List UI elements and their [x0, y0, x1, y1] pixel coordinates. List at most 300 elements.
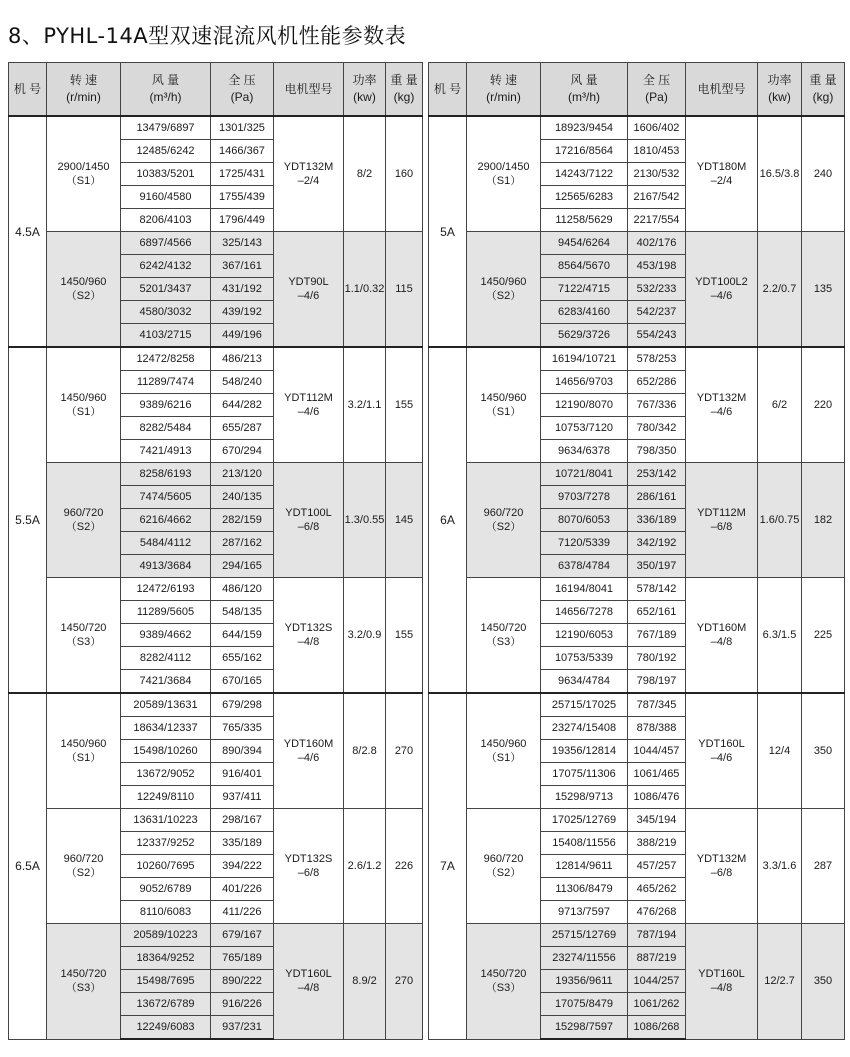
- pressure-cell: 644/159: [211, 624, 274, 647]
- table-row: [429, 924, 845, 947]
- header-airflow-sub: (m³/h): [568, 90, 600, 104]
- header-row: [9, 63, 423, 117]
- speed-cell: [467, 463, 541, 578]
- speed-cell: [47, 232, 121, 348]
- speed-sub: （S3）: [65, 982, 102, 995]
- motor-sub: –2/4: [297, 175, 320, 187]
- airflow-cell: 19356/12814: [541, 740, 628, 763]
- header-airflow-main: 风 量: [570, 73, 598, 87]
- page-title: 8、PYHL-14A型双速混流风机性能参数表: [8, 24, 407, 48]
- speed-cell: [467, 693, 541, 809]
- right-table-header: [429, 63, 845, 117]
- pressure-cell: 2130/532: [628, 163, 686, 186]
- weight-cell: 226: [386, 809, 423, 924]
- motor-cell: [274, 924, 344, 1040]
- motor-sub: –4/6: [297, 290, 320, 302]
- pressure-cell: 342/192: [628, 532, 686, 555]
- pressure-cell: 890/222: [211, 970, 274, 993]
- airflow-cell: 15408/11556: [541, 832, 628, 855]
- airflow-cell: 6897/4566: [121, 232, 211, 255]
- airflow-cell: 10753/5339: [541, 647, 628, 670]
- motor-main: YDT160L: [285, 968, 332, 981]
- pressure-cell: 878/388: [628, 717, 686, 740]
- airflow-cell: 6378/4784: [541, 555, 628, 578]
- airflow-cell: 12337/9252: [121, 832, 211, 855]
- pressure-cell: 670/294: [211, 440, 274, 463]
- table-row: [9, 924, 423, 947]
- power-cell: 1.6/0.75: [758, 463, 802, 578]
- model-cell: 5.5A: [9, 347, 47, 693]
- speed-main: 1450/960: [60, 276, 107, 288]
- pressure-cell: 1044/257: [628, 970, 686, 993]
- pressure-cell: 439/192: [211, 301, 274, 324]
- pressure-cell: 1466/367: [211, 140, 274, 163]
- motor-sub: –4/8: [297, 636, 320, 648]
- power-cell: 8.9/2: [344, 924, 386, 1040]
- airflow-cell: 12249/6083: [121, 1016, 211, 1040]
- weight-cell: 182: [802, 463, 845, 578]
- airflow-cell: 25715/12769: [541, 924, 628, 947]
- pressure-cell: 679/167: [211, 924, 274, 947]
- pressure-cell: 1755/439: [211, 186, 274, 209]
- airflow-cell: 9703/7278: [541, 486, 628, 509]
- speed-main: 2900/1450: [477, 161, 530, 173]
- speed-cell: [467, 347, 541, 463]
- pressure-cell: 213/120: [211, 463, 274, 486]
- table-row: [9, 809, 423, 832]
- motor-main: YDT180M: [696, 161, 747, 173]
- pressure-cell: 765/189: [211, 947, 274, 970]
- motor-sub: –4/6: [710, 752, 733, 764]
- airflow-cell: 9052/6789: [121, 878, 211, 901]
- speed-sub: （S2）: [65, 290, 102, 302]
- speed-cell: [47, 924, 121, 1040]
- airflow-cell: 11289/5605: [121, 601, 211, 624]
- table-row: [429, 116, 845, 140]
- airflow-cell: 9389/4662: [121, 624, 211, 647]
- speed-main: 960/720: [483, 507, 524, 519]
- speed-main: 960/720: [63, 853, 104, 865]
- speed-main: 1450/960: [480, 276, 527, 288]
- table-row: [429, 578, 845, 601]
- airflow-cell: 6216/4662: [121, 509, 211, 532]
- pressure-cell: 1810/453: [628, 140, 686, 163]
- header-power: [344, 63, 386, 117]
- power-cell: 3.3/1.6: [758, 809, 802, 924]
- pressure-cell: 388/219: [628, 832, 686, 855]
- pressure-cell: 1061/262: [628, 993, 686, 1016]
- table-row: [429, 232, 845, 255]
- header-model: 机 号: [429, 63, 467, 117]
- speed-sub: （S3）: [485, 982, 522, 995]
- airflow-cell: 18634/12337: [121, 717, 211, 740]
- weight-cell: 135: [802, 232, 845, 348]
- airflow-cell: 9634/6378: [541, 440, 628, 463]
- header-power-sub: (kw): [353, 90, 376, 104]
- header-motor: 电机型号: [274, 63, 344, 117]
- pressure-cell: 798/350: [628, 440, 686, 463]
- pressure-cell: 532/233: [628, 278, 686, 301]
- airflow-cell: 8110/6083: [121, 901, 211, 924]
- model-cell: 6A: [429, 347, 467, 693]
- motor-main: YDT160M: [283, 738, 334, 750]
- left-table-body: [9, 116, 423, 1039]
- header-weight-main: 重 量: [390, 73, 418, 87]
- speed-cell: [467, 232, 541, 348]
- airflow-cell: 20589/10223: [121, 924, 211, 947]
- airflow-cell: 13479/6897: [121, 116, 211, 140]
- airflow-cell: 6283/4160: [541, 301, 628, 324]
- pressure-cell: 916/401: [211, 763, 274, 786]
- power-cell: 1.3/0.55: [344, 463, 386, 578]
- table-row: [9, 693, 423, 717]
- airflow-cell: 6242/4132: [121, 255, 211, 278]
- table-row: [9, 232, 423, 255]
- motor-sub: –6/8: [710, 521, 733, 533]
- airflow-cell: 13672/6789: [121, 993, 211, 1016]
- motor-sub: –4/6: [710, 290, 733, 302]
- motor-sub: –6/8: [710, 867, 733, 879]
- airflow-cell: 11258/5629: [541, 209, 628, 232]
- speed-cell: [467, 116, 541, 232]
- airflow-cell: 17075/11306: [541, 763, 628, 786]
- header-speed-sub: (r/min): [66, 90, 101, 104]
- airflow-cell: 7122/4715: [541, 278, 628, 301]
- motor-cell: [274, 347, 344, 463]
- pressure-cell: 578/253: [628, 347, 686, 371]
- header-power: [758, 63, 802, 117]
- pressure-cell: 325/143: [211, 232, 274, 255]
- table-row: [9, 463, 423, 486]
- airflow-cell: 25715/17025: [541, 693, 628, 717]
- motor-cell: [686, 116, 758, 232]
- airflow-cell: 9454/6264: [541, 232, 628, 255]
- pressure-cell: 465/262: [628, 878, 686, 901]
- pressure-cell: 644/282: [211, 394, 274, 417]
- motor-cell: [686, 347, 758, 463]
- motor-sub: –6/8: [297, 867, 320, 879]
- pressure-cell: 476/268: [628, 901, 686, 924]
- motor-sub: –6/8: [297, 521, 320, 533]
- power-cell: 3.2/1.1: [344, 347, 386, 463]
- pressure-cell: 486/120: [211, 578, 274, 601]
- motor-sub: –4/8: [297, 982, 320, 995]
- header-speed-main: 转 速: [69, 73, 98, 87]
- header-airflow-sub: (m³/h): [149, 90, 182, 104]
- motor-main: YDT100L: [285, 507, 332, 519]
- pressure-cell: 394/222: [211, 855, 274, 878]
- header-weight-main: 重 量: [809, 73, 837, 87]
- header-motor: 电机型号: [686, 63, 758, 117]
- header-weight-sub: (kg): [393, 90, 415, 104]
- left-parameter-table: [8, 62, 423, 1040]
- pressure-cell: 287/162: [211, 532, 274, 555]
- airflow-cell: 18923/9454: [541, 116, 628, 140]
- speed-cell: [47, 578, 121, 694]
- motor-main: YDT160L: [698, 968, 745, 981]
- motor-main: YDT160L: [698, 738, 745, 750]
- power-cell: 2.2/0.7: [758, 232, 802, 348]
- airflow-cell: 13631/10223: [121, 809, 211, 832]
- airflow-cell: 10383/5201: [121, 163, 211, 186]
- header-airflow-main: 风 量: [151, 73, 180, 87]
- power-cell: 8/2: [344, 116, 386, 232]
- pressure-cell: 890/394: [211, 740, 274, 763]
- pressure-cell: 367/161: [211, 255, 274, 278]
- weight-cell: 155: [386, 578, 423, 694]
- weight-cell: 270: [386, 693, 423, 809]
- airflow-cell: 7421/3684: [121, 670, 211, 694]
- airflow-cell: 12565/6283: [541, 186, 628, 209]
- pressure-cell: 286/161: [628, 486, 686, 509]
- motor-main: YDT132S: [284, 622, 333, 634]
- pressure-cell: 787/345: [628, 693, 686, 717]
- speed-sub: （S1）: [485, 175, 522, 187]
- header-power-main: 功率: [352, 73, 377, 87]
- motor-main: YDT132M: [696, 853, 747, 865]
- pressure-cell: 1061/465: [628, 763, 686, 786]
- pressure-cell: 679/298: [211, 693, 274, 717]
- pressure-cell: 335/189: [211, 832, 274, 855]
- airflow-cell: 4913/3684: [121, 555, 211, 578]
- motor-cell: [686, 809, 758, 924]
- pressure-cell: 548/240: [211, 371, 274, 394]
- speed-sub: （S1）: [485, 752, 522, 764]
- pressure-cell: 542/237: [628, 301, 686, 324]
- airflow-cell: 23274/15408: [541, 717, 628, 740]
- pressure-cell: 350/197: [628, 555, 686, 578]
- pressure-cell: 787/194: [628, 924, 686, 947]
- speed-cell: [47, 809, 121, 924]
- pressure-cell: 1725/431: [211, 163, 274, 186]
- pressure-cell: 294/165: [211, 555, 274, 578]
- motor-main: YDT132M: [283, 161, 334, 173]
- pressure-cell: 282/159: [211, 509, 274, 532]
- airflow-cell: 12472/6193: [121, 578, 211, 601]
- speed-sub: （S1）: [65, 175, 102, 187]
- table-row: [9, 578, 423, 601]
- speed-main: 1450/720: [60, 968, 107, 981]
- speed-sub: （S2）: [485, 867, 522, 879]
- header-pressure: [628, 63, 686, 117]
- weight-cell: 220: [802, 347, 845, 463]
- airflow-cell: 17075/8479: [541, 993, 628, 1016]
- airflow-cell: 7421/4913: [121, 440, 211, 463]
- speed-sub: （S1）: [65, 752, 102, 764]
- pressure-cell: 554/243: [628, 324, 686, 348]
- airflow-cell: 12485/6242: [121, 140, 211, 163]
- pressure-cell: 652/286: [628, 371, 686, 394]
- weight-cell: 270: [386, 924, 423, 1040]
- airflow-cell: 20589/13631: [121, 693, 211, 717]
- motor-sub: –4/6: [297, 752, 320, 764]
- airflow-cell: 15298/7597: [541, 1016, 628, 1040]
- pressure-cell: 767/189: [628, 624, 686, 647]
- weight-cell: 350: [802, 693, 845, 809]
- right-table-body: [429, 116, 845, 1039]
- pressure-cell: 1301/325: [211, 116, 274, 140]
- table-row: [429, 693, 845, 717]
- airflow-cell: 12814/9611: [541, 855, 628, 878]
- speed-cell: [47, 463, 121, 578]
- header-pressure: [211, 63, 274, 117]
- airflow-cell: 9634/4784: [541, 670, 628, 694]
- airflow-cell: 15498/10260: [121, 740, 211, 763]
- airflow-cell: 9160/4580: [121, 186, 211, 209]
- header-airflow: [541, 63, 628, 117]
- power-cell: 2.6/1.2: [344, 809, 386, 924]
- header-airflow: [121, 63, 211, 117]
- header-pressure-main: 全 压: [228, 73, 256, 87]
- pressure-cell: 401/226: [211, 878, 274, 901]
- airflow-cell: 17216/8564: [541, 140, 628, 163]
- pressure-cell: 402/176: [628, 232, 686, 255]
- model-cell: 4.5A: [9, 116, 47, 347]
- pressure-cell: 345/194: [628, 809, 686, 832]
- airflow-cell: 10753/7120: [541, 417, 628, 440]
- airflow-cell: 14656/7278: [541, 601, 628, 624]
- airflow-cell: 16194/10721: [541, 347, 628, 371]
- header-weight: [386, 63, 423, 117]
- airflow-cell: 15298/9713: [541, 786, 628, 809]
- airflow-cell: 9713/7597: [541, 901, 628, 924]
- power-cell: 12/2.7: [758, 924, 802, 1040]
- airflow-cell: 15498/7695: [121, 970, 211, 993]
- power-cell: 6.3/1.5: [758, 578, 802, 694]
- airflow-cell: 12190/6053: [541, 624, 628, 647]
- pressure-cell: 1796/449: [211, 209, 274, 232]
- right-parameter-table: [428, 62, 845, 1040]
- motor-sub: –4/8: [710, 982, 733, 995]
- speed-main: 1450/720: [480, 622, 527, 634]
- pressure-cell: 240/135: [211, 486, 274, 509]
- pressure-cell: 1086/268: [628, 1016, 686, 1040]
- speed-main: 2900/1450: [57, 161, 110, 173]
- pressure-cell: 486/213: [211, 347, 274, 371]
- weight-cell: 225: [802, 578, 845, 694]
- motor-main: YDT100L2: [695, 276, 748, 288]
- table-row: [429, 809, 845, 832]
- motor-sub: –4/8: [710, 636, 733, 648]
- airflow-cell: 8282/4112: [121, 647, 211, 670]
- pressure-cell: 655/162: [211, 647, 274, 670]
- motor-cell: [686, 463, 758, 578]
- motor-sub: –2/4: [710, 175, 733, 187]
- motor-main: YDT132S: [284, 853, 333, 865]
- header-power-sub: (kw): [768, 90, 791, 104]
- airflow-cell: 5629/3726: [541, 324, 628, 348]
- motor-sub: –4/6: [297, 406, 320, 418]
- header-speed-main: 转 速: [489, 73, 518, 87]
- speed-main: 1450/960: [60, 392, 107, 404]
- speed-cell: [47, 693, 121, 809]
- header-model: 机 号: [9, 63, 47, 117]
- model-cell: 7A: [429, 693, 467, 1039]
- motor-main: YDT90L: [288, 276, 329, 288]
- weight-cell: 287: [802, 809, 845, 924]
- pressure-cell: 253/142: [628, 463, 686, 486]
- airflow-cell: 8206/4103: [121, 209, 211, 232]
- pressure-cell: 298/167: [211, 809, 274, 832]
- speed-cell: [47, 347, 121, 463]
- pressure-cell: 670/165: [211, 670, 274, 694]
- pressure-cell: 937/411: [211, 786, 274, 809]
- pressure-cell: 457/257: [628, 855, 686, 878]
- airflow-cell: 4580/3032: [121, 301, 211, 324]
- airflow-cell: 8282/5484: [121, 417, 211, 440]
- pressure-cell: 765/335: [211, 717, 274, 740]
- pressure-cell: 655/287: [211, 417, 274, 440]
- weight-cell: 240: [802, 116, 845, 232]
- pressure-cell: 411/226: [211, 901, 274, 924]
- speed-main: 1450/960: [60, 738, 107, 750]
- motor-sub: –4/6: [710, 406, 733, 418]
- airflow-cell: 7474/5605: [121, 486, 211, 509]
- speed-sub: （S2）: [65, 867, 102, 879]
- header-pressure-sub: (Pa): [645, 90, 668, 104]
- pressure-cell: 652/161: [628, 601, 686, 624]
- header-pressure-sub: (Pa): [230, 90, 254, 104]
- motor-cell: [686, 693, 758, 809]
- airflow-cell: 9389/6216: [121, 394, 211, 417]
- header-speed: [467, 63, 541, 117]
- speed-main: 1450/960: [480, 738, 527, 750]
- speed-sub: （S2）: [485, 521, 522, 533]
- airflow-cell: 8564/5670: [541, 255, 628, 278]
- pressure-cell: 916/226: [211, 993, 274, 1016]
- table-row: [9, 347, 423, 371]
- weight-cell: 160: [386, 116, 423, 232]
- pressure-cell: 453/198: [628, 255, 686, 278]
- header-pressure-main: 全 压: [642, 73, 671, 87]
- pressure-cell: 887/219: [628, 947, 686, 970]
- pressure-cell: 1606/402: [628, 116, 686, 140]
- header-speed: [47, 63, 121, 117]
- speed-main: 960/720: [63, 507, 104, 519]
- power-cell: 12/4: [758, 693, 802, 809]
- pressure-cell: 431/192: [211, 278, 274, 301]
- motor-cell: [274, 232, 344, 348]
- table-row: [429, 347, 845, 371]
- airflow-cell: 12249/8110: [121, 786, 211, 809]
- speed-cell: [467, 924, 541, 1040]
- airflow-cell: 11306/8479: [541, 878, 628, 901]
- pressure-cell: 1086/476: [628, 786, 686, 809]
- motor-cell: [274, 116, 344, 232]
- motor-cell: [274, 578, 344, 694]
- header-speed-sub: (r/min): [486, 90, 521, 104]
- airflow-cell: 14243/7122: [541, 163, 628, 186]
- pressure-cell: 798/197: [628, 670, 686, 694]
- motor-cell: [686, 578, 758, 694]
- pressure-cell: 578/142: [628, 578, 686, 601]
- model-cell: 6.5A: [9, 693, 47, 1039]
- pressure-cell: 937/231: [211, 1016, 274, 1040]
- model-cell: 5A: [429, 116, 467, 347]
- power-cell: 3.2/0.9: [344, 578, 386, 694]
- airflow-cell: 11289/7474: [121, 371, 211, 394]
- speed-sub: （S2）: [65, 521, 102, 533]
- airflow-cell: 12190/8070: [541, 394, 628, 417]
- power-cell: 1.1/0.32: [344, 232, 386, 348]
- speed-cell: [467, 809, 541, 924]
- pressure-cell: 336/189: [628, 509, 686, 532]
- weight-cell: 350: [802, 924, 845, 1040]
- table-row: [429, 463, 845, 486]
- pressure-cell: 780/342: [628, 417, 686, 440]
- speed-sub: （S3）: [485, 636, 522, 648]
- speed-cell: [467, 578, 541, 694]
